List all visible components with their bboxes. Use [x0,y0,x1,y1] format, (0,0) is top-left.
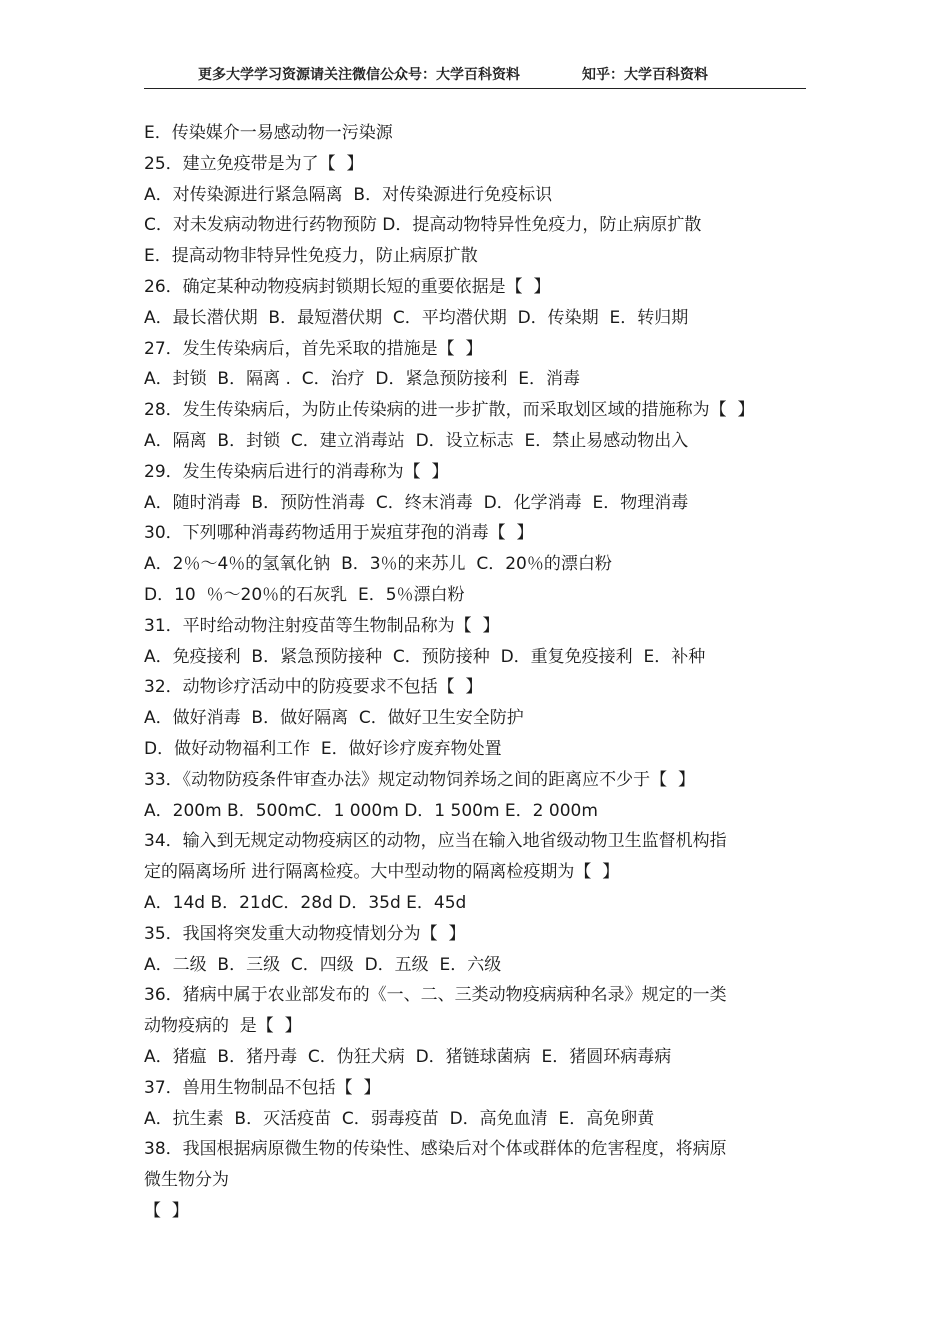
text-line: A．对传染源进行紧急隔离 B．对传染源进行免疫标识 [144,184,553,205]
text-line: A．14d B．21dC．28d D．35d E．45d [144,892,467,913]
text-line: D．10 ％～20％的石灰乳 E．5％漂白粉 [144,584,465,605]
text-line: E．传染媒介一易感动物一污染源 [144,123,393,143]
text-line: E．提高动物非特异性免疫力，防止病原扩散 [144,246,478,267]
question-29: 29．发生传染病后进行的消毒称为【 】 [144,461,449,482]
text-line: A．200m B．500mC．1 000m D．1 500m E．2 000m [144,800,598,821]
question-30: 30．下列哪种消毒药物适用于炭疽芽孢的消毒【 】 [144,523,534,544]
text-line: C．对未发病动物进行药物预防 D．提高动物特异性免疫力，防止病原扩散 [144,215,702,236]
question-26: 26．确定某种动物疫病封锁期长短的重要依据是【 】 [144,276,551,297]
text-line: D．做好动物福利工作 E．做好诊疗废弃物处置 [144,738,502,759]
question-28: 28．发生传染病后，为防止传染病的进一步扩散，而采取划区域的措施称为【 】 [144,400,755,421]
text-line: A．免疫接利 B．紧急预防接种 C．预防接种 D．重复免疫接利 E．补种 [144,646,706,667]
question-32: 32．动物诊疗活动中的防疫要求不包括【 】 [144,677,483,698]
document-body [144,118,824,1227]
question-27: 27．发生传染病后，首先采取的措施是【 】 [144,338,483,359]
text-line: 【 】 [144,1200,189,1221]
text-line: A．二级 B．三级 C．四级 D．五级 E．六级 [144,954,502,975]
question-33: 33．《动物防疫条件审查办法》规定动物饲养场之间的距离应不少于【 】 [144,769,695,790]
question-37: 37．兽用生物制品不包括【 】 [144,1077,381,1098]
question-34: 34．输入到无规定动物疫病区的动物，应当在输入地省级动物卫生监督机构指 [144,831,727,852]
text-line: A．2％～4％的氢氧化钠 B．3％的来苏儿 C．20％的漂白粉 [144,554,612,575]
text-line: A．做好消毒 B．做好隔离 C．做好卫生安全防护 [144,708,524,729]
question-38: 38．我国根据病原微生物的传染性、感染后对个体或群体的危害程度，将病原 [144,1139,727,1160]
text-line: 定的隔离场所 进行隔离检疫。大中型动物的隔离检疫期为【 】 [144,862,620,883]
text-line: A．最长潜伏期 B．最短潜伏期 C．平均潜伏期 D．传染期 E．转归期 [144,307,689,328]
page-header [144,60,806,89]
text-line: A．隔离 B．封锁 C．建立消毒站 D．设立标志 E．禁止易感动物出入 [144,430,689,451]
text-line: A．抗生素 B．灭活疫苗 C．弱毒疫苗 D．高免血清 E．高免卵黄 [144,1108,655,1129]
question-36: 36．猪病中属于农业部发布的《一、二、三类动物疫病病种名录》规定的一类 [144,985,727,1006]
header-left-text: 更多大学学习资源请关注微信公众号：大学百科资料 [198,67,520,83]
text-line: 动物疫病的 是【 】 [144,1016,302,1037]
text-line: A．封锁 B．隔离 . C．治疗 D．紧急预防接利 E．消毒 [144,369,581,390]
question-25: 25．建立免疫带是为了【 】 [144,153,364,174]
header-right-text: 知乎：大学百科资料 [582,67,708,83]
text-line: A．随时消毒 B．预防性消毒 C．终末消毒 D．化学消毒 E．物理消毒 [144,492,689,513]
question-31: 31．平时给动物注射疫苗等生物制品称为【 】 [144,615,500,636]
text-line: 微生物分为 [144,1170,229,1191]
question-35: 35．我国将突发重大动物疫情划分为【 】 [144,923,466,944]
text-line: A．猪瘟 B．猪丹毒 C．伪狂犬病 D．猪链球菌病 E．猪圆环病毒病 [144,1046,672,1067]
